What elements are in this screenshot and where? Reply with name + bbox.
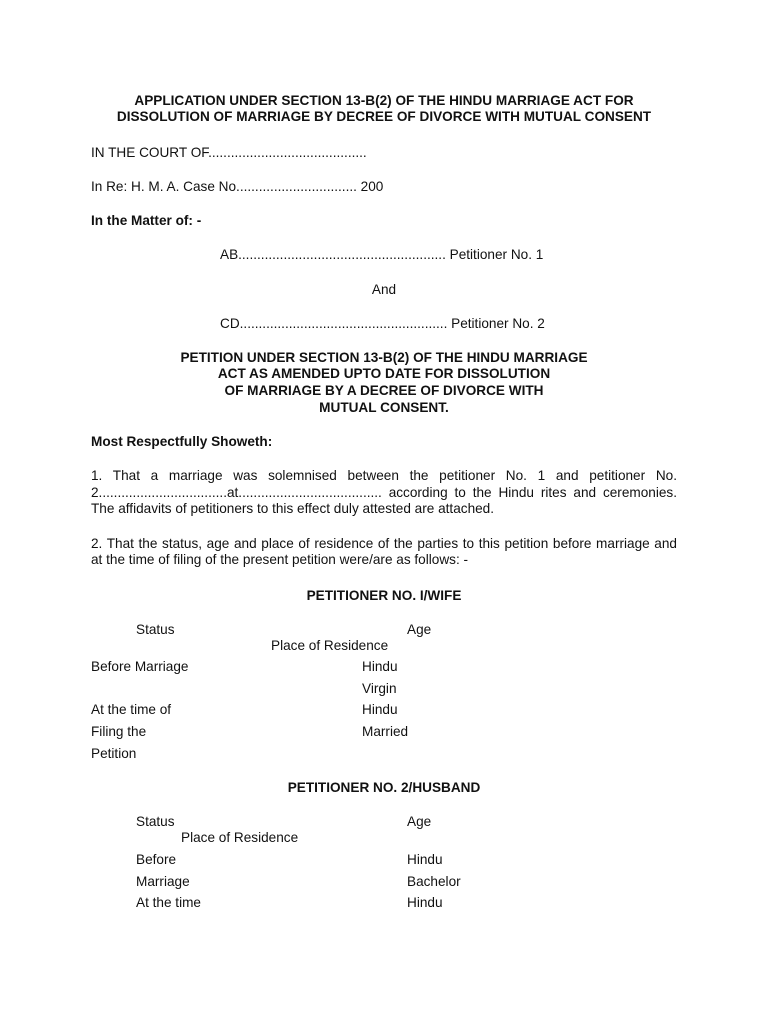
wife-virgin: Virgin	[362, 681, 397, 696]
para-2-line-1: 2. That the status, age and place of residence of the parties to this petition before marriage and	[91, 536, 677, 551]
case-number-line: In Re: H. M. A. Case No................................ 200	[91, 179, 384, 194]
husband-before: Before	[136, 852, 177, 867]
petition-heading-line-3: OF MARRIAGE BY A DECREE OF DIVORCE WITH	[224, 383, 544, 398]
wife-at-time-of: At the time of	[91, 702, 172, 717]
para-1-line-3: The affidavits of petitioners to this effect duly attested are attached.	[91, 501, 495, 516]
wife-married: Married	[362, 724, 409, 739]
wife-hindu-1: Hindu	[362, 659, 398, 674]
showeth-heading: Most Respectfully Showeth:	[91, 434, 273, 449]
husband-residence-label: Place of Residence	[181, 830, 299, 845]
wife-filing-the: Filing the	[91, 724, 147, 739]
petitioner-1-line: AB....................................................... Petitioner No. 1	[220, 247, 544, 262]
para-2-line-2: at the time of filing of the present petition were/are as follows: -	[91, 552, 469, 567]
and-text: And	[371, 282, 397, 297]
husband-hindu-2: Hindu	[407, 895, 443, 910]
husband-status-label: Status	[136, 814, 175, 829]
husband-age-label: Age	[407, 814, 432, 829]
petitioner-2-line: CD....................................................... Petitioner No. 2	[220, 316, 545, 331]
para-1-line-2: 2..................................at...................................... according to the Hindu rites and ceremonies.	[91, 485, 677, 500]
husband-bachelor: Bachelor	[407, 874, 461, 889]
wife-before-marriage: Before Marriage	[91, 659, 189, 674]
document-title-line-2: DISSOLUTION OF MARRIAGE BY DECREE OF DIVORCE WITH MUTUAL CONSENT	[116, 109, 652, 124]
wife-petition: Petition	[91, 746, 137, 761]
wife-status-label: Status	[136, 622, 175, 637]
court-line: IN THE COURT OF..........................................	[91, 145, 367, 160]
wife-hindu-2: Hindu	[362, 702, 398, 717]
husband-at-the-time: At the time	[136, 895, 201, 910]
husband-section-heading: PETITIONER NO. 2/HUSBAND	[287, 780, 481, 795]
petition-heading-line-1: PETITION UNDER SECTION 13-B(2) OF THE HINDU MARRIAGE	[180, 350, 588, 365]
document-title-line-1: APPLICATION UNDER SECTION 13-B(2) OF THE HINDU MARRIAGE ACT FOR	[134, 93, 634, 108]
para-1-line-1: 1. That a marriage was solemnised between the petitioner No. 1 and petitioner No.	[91, 468, 677, 483]
husband-marriage: Marriage	[136, 874, 190, 889]
petition-heading-line-2: ACT AS AMENDED UPTO DATE FOR DISSOLUTION	[217, 366, 551, 381]
wife-section-heading: PETITIONER NO. I/WIFE	[306, 588, 462, 603]
wife-residence-label: Place of Residence	[271, 638, 389, 653]
petition-heading-line-4: MUTUAL CONSENT.	[319, 400, 449, 415]
matter-heading: In the Matter of: -	[91, 213, 202, 228]
wife-age-label: Age	[407, 622, 432, 637]
husband-hindu-1: Hindu	[407, 852, 443, 867]
